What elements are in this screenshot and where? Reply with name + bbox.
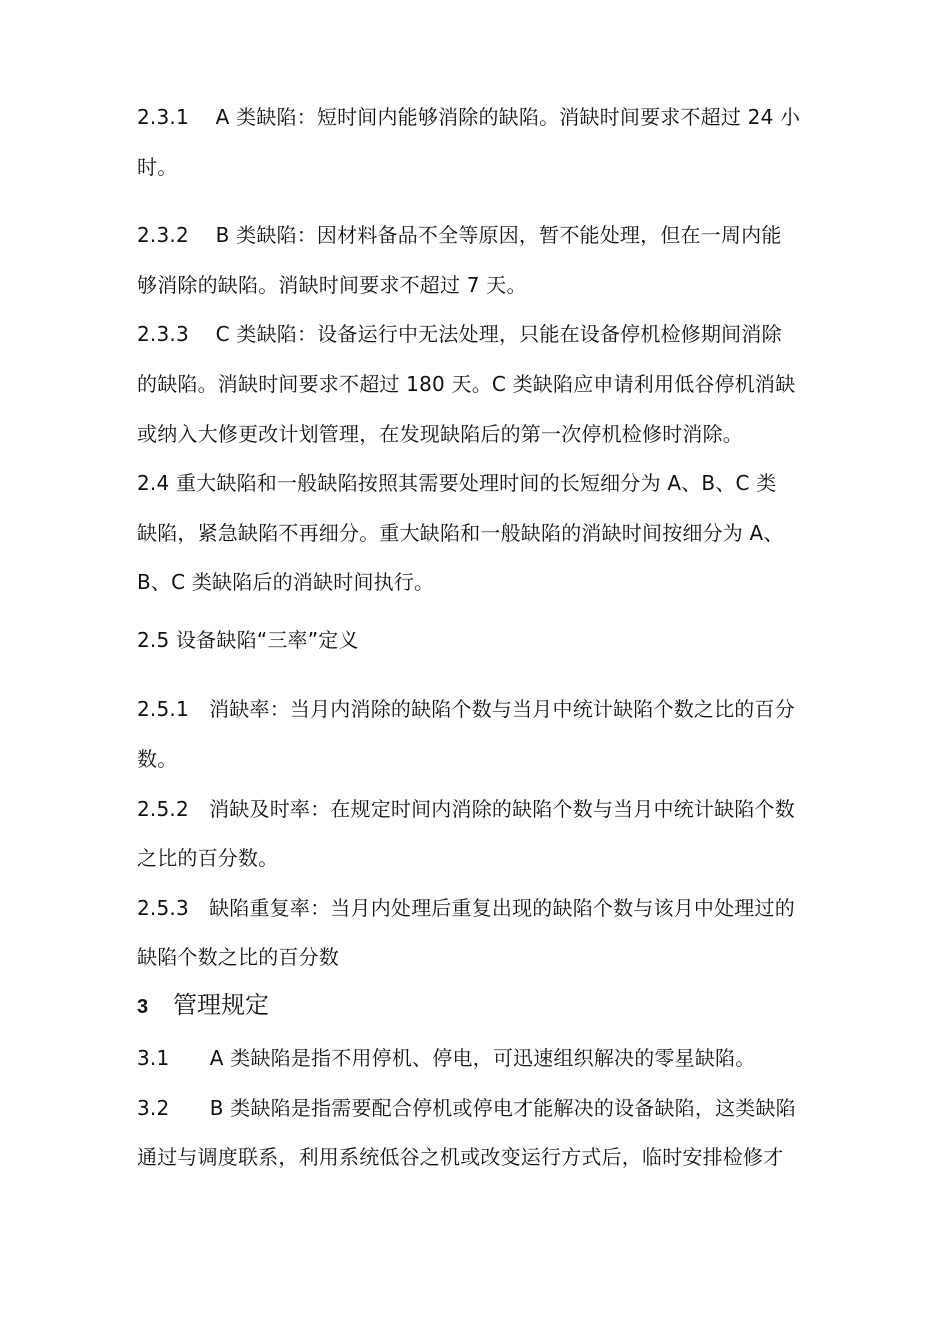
clause-2-5-3-line-2: 缺陷个数之比的百分数: [137, 945, 339, 969]
clause-2-3-3-line-3: 或纳入大修更改计划管理，在发现缺陷后的第一次停机检修时消除。: [137, 422, 743, 446]
section-3-title: 管理规定: [173, 991, 269, 1019]
clause-2-4-line-2: 缺陷，紧急缺陷不再细分。重大缺陷和一般缺陷的消缺时间按细分为 A、: [137, 521, 784, 545]
clause-2-3-1-line-1: 2.3.1 A 类缺陷：短时间内能够消除的缺陷。消缺时间要求不超过 24 小: [137, 105, 801, 129]
clause-2-3-3-line-1: 2.3.3 C 类缺陷：设备运行中无法处理，只能在设备停机检修期间消除: [137, 322, 782, 346]
clause-3-1-line-1: 3.1 A 类缺陷是指不用停机、停电，可迅速组织解决的零星缺陷。: [137, 1046, 756, 1070]
clause-2-5-1-line-2: 数。: [137, 747, 178, 771]
section-3-number: 3: [137, 996, 149, 1018]
clause-2-3-2-line-1: 2.3.2 B 类缺陷：因材料备品不全等原因，暂不能处理，但在一周内能: [137, 223, 782, 247]
clause-2-3-1-line-2: 时。: [137, 155, 178, 179]
clause-3-2-line-1: 3.2 B 类缺陷是指需要配合停机或停电才能解决的设备缺陷，这类缺陷: [137, 1096, 796, 1120]
section-3-heading: [137, 990, 269, 1022]
clause-2-5-heading: 2.5 设备缺陷“三率”定义: [137, 628, 359, 652]
clause-2-5-3-line-1: 2.5.3 缺陷重复率：当月内处理后重复出现的缺陷个数与该月中处理过的: [137, 896, 795, 920]
clause-3-2-line-2: 通过与调度联系，利用系统低谷之机或改变运行方式后，临时安排检修才: [137, 1145, 784, 1169]
clause-2-4-line-3: B、C 类缺陷后的消缺时间执行。: [137, 570, 435, 594]
clause-2-3-2-line-2: 够消除的缺陷。消缺时间要求不超过 7 天。: [137, 273, 527, 297]
clause-2-5-1-line-1: 2.5.1 消缺率：当月内消除的缺陷个数与当月中统计缺陷个数之比的百分: [137, 697, 795, 721]
clause-2-3-3-line-2: 的缺陷。消缺时间要求不超过 180 天。C 类缺陷应申请利用低谷停机消缺: [137, 372, 796, 396]
clause-2-4-line-1: 2.4 重大缺陷和一般缺陷按照其需要处理时间的长短细分为 A、B、C 类: [137, 471, 777, 495]
clause-2-5-2-line-2: 之比的百分数。: [137, 846, 279, 870]
clause-2-5-2-line-1: 2.5.2 消缺及时率：在规定时间内消除的缺陷个数与当月中统计缺陷个数: [137, 797, 795, 821]
